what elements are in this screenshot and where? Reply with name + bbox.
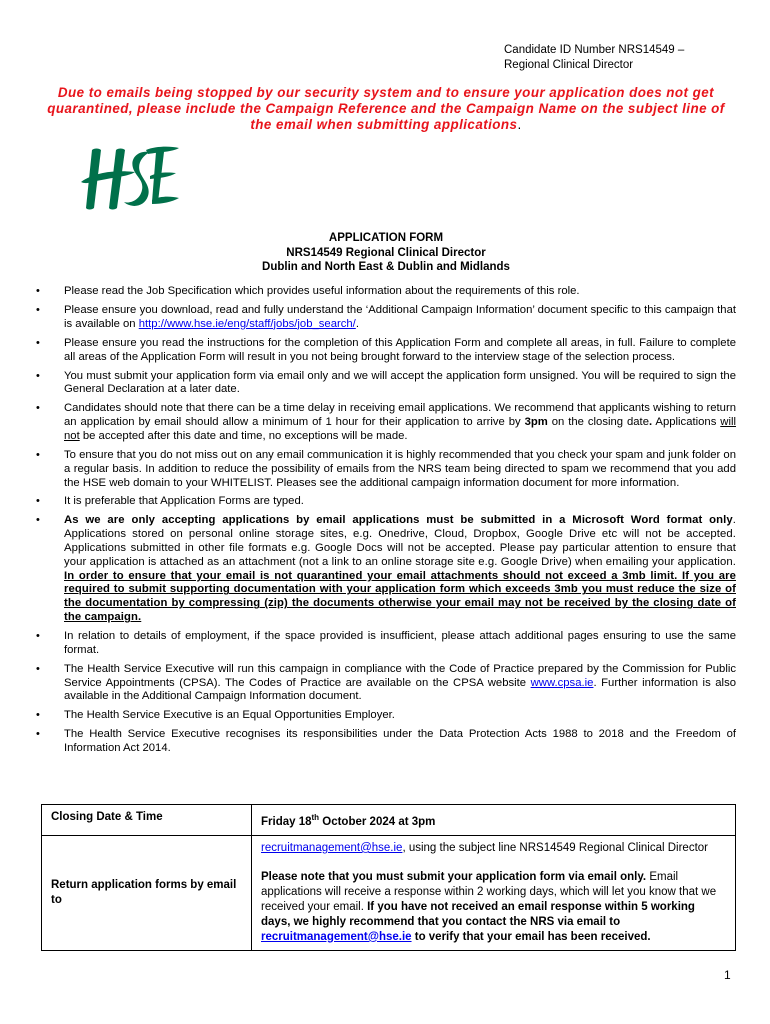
- closing-info-table: [41, 804, 736, 951]
- hse-logo: [80, 142, 180, 217]
- instruction-text: The Health Service Executive recognises its responsibilities under the Data Protection Acts 1988 to 2018 and the Freedom of Information Act 2014.: [64, 728, 736, 755]
- instruction-item: [36, 495, 736, 509]
- instruction-item: [36, 449, 736, 490]
- note-bold: to verify that your email has been received.: [411, 930, 651, 943]
- instruction-text: Please read the Job Specification which provides useful information about the requirements of this role.: [64, 285, 580, 297]
- form-location: Dublin and North East & Dublin and Midlands: [262, 261, 510, 273]
- instruction-text: The Health Service Executive is an Equal Opportunities Employer.: [64, 709, 395, 722]
- form-subtitle: NRS14549 Regional Clinical Director: [286, 246, 486, 259]
- candidate-id-block: [504, 43, 734, 73]
- instruction-text: The Health Service Executive will run this campaign in compliance with the Code of Practice prepared by the Commission for Public Service Appointments (CPSA). The Codes of Practice are available on the CPSA website: [64, 662, 736, 689]
- notice-text: Due to emails being stopped by our security system and to ensure your application does not get quarantined, please include the Campaign Reference and the Campaign Name on the subject line of the email when submitting applications: [47, 85, 725, 132]
- table-row: [42, 835, 736, 950]
- table-row: [42, 805, 736, 836]
- recruit-email-link[interactable]: recruitmanagement@hse.ie: [261, 930, 412, 943]
- instruction-item: [36, 337, 736, 365]
- instruction-item: [36, 370, 736, 398]
- note-text: Email applications will receive a response within 2 working days, which will let you know that we received your email.: [261, 870, 717, 913]
- instruction-item: [36, 630, 736, 658]
- instruction-bold: .: [648, 416, 653, 429]
- closing-date-value: [252, 805, 736, 836]
- instruction-bold: 3pm: [524, 416, 548, 429]
- instruction-underline: will not: [64, 416, 736, 442]
- instruction-item: [36, 402, 736, 443]
- instruction-text: .: [355, 317, 359, 330]
- closing-date-label: Closing Date & Time: [42, 805, 252, 836]
- instruction-text: . Applications stored on personal online storage sites, e.g. Onedrive, Cloud, Dropbox, Google Drive etc will not be accepted. Applications submitted in other file formats e.g. Google Docs will not be accepted. Please pay particular attention to ensure that your application is attached as an attachment (not a link to an online storage site e.g. Google Drive) when emailing your application.: [64, 514, 736, 568]
- cpsa-link[interactable]: www.cpsa.ie: [530, 676, 594, 689]
- instruction-item: [36, 304, 736, 332]
- closing-sup: th: [311, 813, 320, 822]
- instruction-text: Please ensure you read the instructions for the completion of this Application Form and complete all areas, in full. Failure to complete all areas of the Application Form will result in you not being brought forward to the interview stage of the selection process.: [64, 336, 736, 363]
- instruction-text: Applications: [652, 416, 721, 429]
- page-number: 1: [724, 968, 731, 982]
- instruction-bold-underline: In order to ensure that your email is not quarantined your email attachments should not exceed a 3mb limit. If you are required to submit supporting documentation with your application form which exceeds 3mb you must reduce the size of the documentation by compressing (zip) the documents otherwise your email may not be received by the closing date of the campaign.: [64, 569, 736, 624]
- candidate-role: Regional Clinical Director: [504, 59, 634, 71]
- job-search-link[interactable]: http://www.hse.ie/eng/staff/jobs/job_search/: [138, 317, 356, 330]
- return-note: [261, 870, 726, 945]
- instruction-text: Please ensure you download, read and fully understand the ‘Additional Campaign Information’ document specific to this campaign that is available on: [64, 303, 736, 330]
- recruit-email-link[interactable]: recruitmanagement@hse.ie: [261, 841, 403, 854]
- notice-end: .: [517, 117, 522, 132]
- note-bold: Please note that you must submit your application form via email only.: [261, 870, 647, 883]
- instruction-text: To ensure that you do not miss out on any email communication it is highly recommended that you check your spam and junk folder on a regular basis. In addition to reduce the possibility of emails from the NRS team being directed to spam we recommend that you add the HSE web domain to your WHITELIST. Pleases see the additional campaign information document for more information.: [64, 448, 736, 489]
- instruction-text: You must submit your application form via email only and we will accept the application form unsigned. You will be required to sign the General Declaration at a later date.: [64, 369, 736, 396]
- form-title: APPLICATION FORM: [328, 232, 444, 244]
- candidate-id: Candidate ID Number NRS14549 –: [504, 44, 685, 56]
- instruction-item: [36, 709, 736, 723]
- email-notice: [36, 85, 736, 133]
- instruction-item: [36, 285, 736, 299]
- instruction-text: . Further information is also available in the Additional Campaign Information document.: [64, 676, 736, 703]
- subject-text: , using the subject line NRS14549 Regional Clinical Director: [402, 841, 708, 854]
- instruction-item: [36, 663, 736, 704]
- closing-rest: October 2024 at 3pm: [319, 815, 436, 828]
- instruction-text: It is preferable that Application Forms are typed.: [64, 495, 304, 508]
- closing-day: Friday 18: [261, 815, 312, 828]
- return-label: Return application forms by email to: [42, 835, 252, 950]
- instruction-text: on the closing date: [547, 416, 649, 429]
- instruction-text: In relation to details of employment, if the space provided is insufficient, please attach additional pages ensuring to use the same format.: [64, 630, 736, 656]
- instruction-text: Candidates should note that there can be a time delay in receiving email applications. We recommend that applicants wishing to return an application by email should allow a minimum of 1 hour for their application to arrive by: [64, 402, 736, 429]
- return-details: [252, 835, 736, 950]
- instruction-item: [36, 514, 736, 624]
- return-email-line: [261, 841, 726, 856]
- note-bold: If you have not received an email response within 5 working days, we highly recommend that you contact the NRS via email to: [261, 900, 695, 928]
- instruction-item: [36, 728, 736, 756]
- form-heading: [36, 231, 736, 275]
- instruction-bold: As we are only accepting applications by email applications must be submitted in a Microsoft Word format only: [64, 514, 733, 527]
- instruction-text: be accepted after this date and time, no exceptions will be made.: [79, 429, 408, 442]
- instructions-list: [36, 285, 736, 761]
